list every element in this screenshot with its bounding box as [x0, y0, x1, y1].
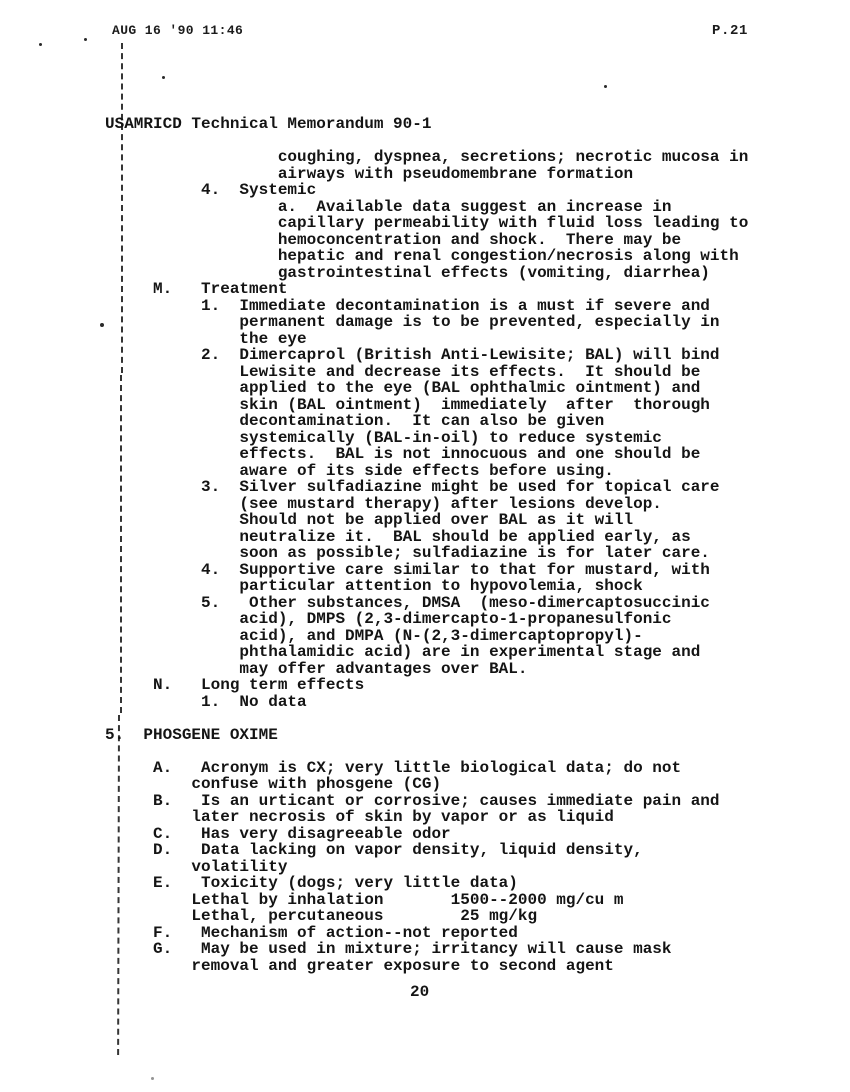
document-line: 4. Systemic [105, 181, 317, 199]
document-line: acid), DMPS (2,3-dimercapto-1-propanesulfonic [105, 610, 672, 628]
document-line [105, 743, 748, 760]
document-line: 1. Immediate decontamination is a must if severe and [105, 296, 710, 315]
memo-body [105, 149, 748, 974]
document-line: hepatic and renal congestion/necrosis along with [105, 247, 739, 265]
document-line: the eye [105, 329, 307, 348]
scan-speck [151, 1077, 154, 1080]
document-line: a. Available data suggest an increase in [105, 197, 672, 216]
document-line: 3. Silver sulfadiazine might be used for topical care [105, 478, 720, 496]
fax-timestamp: AUG 16 '90 11:46 [112, 23, 244, 38]
document-line: coughing, dyspnea, secretions; necrotic mucosa in [105, 148, 749, 166]
document-line: aware of its side effects before using. [105, 461, 614, 480]
document-line: effects. BAL is not innocuous and one should be [105, 445, 701, 463]
document-line: gastrointestinal effects (vomiting, diarrhea) [105, 263, 710, 282]
document-line: Should not be applied over BAL as it will [105, 511, 634, 529]
document-line: decontamination. It can also be given [105, 412, 605, 430]
document-line: systemically (BAL-in-oil) to reduce systemic [105, 428, 662, 447]
document-line: may offer advantages over BAL. [105, 659, 528, 678]
memo-title: USAMRICD Technical Memorandum 90-1 [105, 115, 432, 133]
document-line: M. Treatment [105, 280, 288, 298]
document-line: Lethal by inhalation 1500--2000 mg/cu m [105, 890, 624, 909]
scan-speck [604, 85, 607, 88]
document-line: phthalamidic acid) are in experimental stage and [105, 643, 701, 661]
document-line: 1. No data [105, 692, 307, 711]
scan-speck [39, 43, 42, 46]
document-line: particular attention to hypovolemia, shock [105, 577, 643, 595]
page-number: 20 [410, 983, 430, 1001]
document-line: Lewisite and decrease its effects. It should be [105, 362, 701, 381]
document-line: 5. PHOSGENE OXIME [105, 725, 278, 744]
document-line: later necrosis of skin by vapor or as liquid [105, 808, 614, 826]
document-line: G. May be used in mixture; irritancy will cause mask [105, 940, 672, 958]
document-line: D. Data lacking on vapor density, liquid density, [105, 841, 643, 859]
document-line: E. Toxicity (dogs; very little data) [105, 874, 518, 892]
document-line: 5. Other substances, DMSA (meso-dimercaptosuccinic [105, 593, 710, 612]
document-line: 4. Supportive care similar to that for mustard, with [105, 560, 710, 579]
document-line: soon as possible; sulfadiazine is for later care. [105, 544, 710, 562]
document-line: N. Long term effects [105, 676, 365, 694]
document-line: A. Acronym is CX; very little biological data; do not [105, 758, 682, 777]
document-line: Lethal, percutaneous 25 mg/kg [105, 907, 538, 925]
document-line: airways with pseudomembrane formation [105, 164, 634, 183]
document-line: confuse with phosgene (CG) [105, 775, 442, 793]
document-line: hemoconcentration and shock. There may be [105, 230, 682, 249]
document-line: volatility [105, 857, 288, 876]
document-line: neutralize it. BAL should be applied early, as [105, 527, 691, 546]
document-line: acid), and DMPA (N-(2,3-dimercaptopropyl)- [105, 626, 643, 645]
document-line: permanent damage is to be prevented, especially in [105, 313, 720, 331]
document-line: 2. Dimercaprol (British Anti-Lewisite; BAL) will bind [105, 346, 720, 364]
document-line: (see mustard therapy) after lesions develop. [105, 494, 662, 513]
document-line [105, 710, 748, 727]
document-line: F. Mechanism of action--not reported [105, 923, 518, 942]
document-line: capillary permeability with fluid loss leading to [105, 214, 749, 232]
fax-page-label: P.21 [712, 23, 749, 39]
document-line: removal and greater exposure to second agent [105, 956, 614, 975]
scan-speck [100, 323, 104, 327]
document-line: B. Is an urticant or corrosive; causes immediate pain and [105, 791, 720, 810]
scan-speck [162, 76, 165, 79]
document-line: applied to the eye (BAL ophthalmic ointment) and [105, 379, 701, 397]
document-line: C. Has very disagreeable odor [105, 824, 451, 843]
document-line: skin (BAL ointment) immediately after thorough [105, 395, 710, 414]
scan-speck [84, 38, 87, 41]
